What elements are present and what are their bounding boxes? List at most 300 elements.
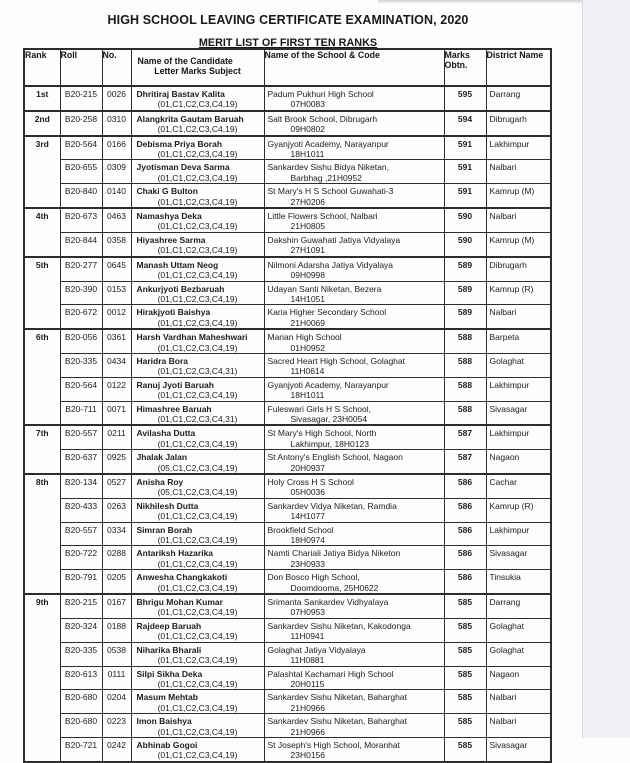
marks-cell: 591 (444, 136, 486, 160)
candidate-name: Imon Baishya (136, 716, 192, 727)
marks-cell: 591 (444, 160, 486, 184)
roll-cell: B20-277 (60, 257, 102, 281)
roll-cell: B20-557 (60, 522, 102, 546)
candidate-cell (131, 498, 264, 522)
no-cell: 0188 (102, 618, 131, 642)
candidate-name: Anwesha Changkakoti (136, 572, 228, 583)
school-code: 18H1011 (290, 390, 325, 401)
no-cell: 0223 (102, 714, 131, 738)
school-code: 09H0998 (290, 270, 326, 281)
candidate-cell (131, 208, 264, 232)
candidate-name: Ankurjyoti Bezbaruah (136, 283, 225, 294)
roll-cell: B20-324 (60, 618, 102, 642)
table-row (24, 594, 551, 618)
marks-cell: 589 (444, 305, 486, 329)
rank-cell: 3rd (24, 136, 60, 208)
roll-cell: B20-335 (60, 642, 102, 666)
merit-list-table (23, 48, 552, 763)
school-code: 23H0156 (290, 750, 326, 761)
roll-cell: B20-844 (60, 232, 102, 256)
candidate-cell (131, 111, 264, 136)
school-code: 23H0933 (290, 558, 326, 569)
school-cell (264, 642, 444, 666)
table-row (24, 546, 551, 570)
school-cell (264, 498, 444, 522)
column-header-district: District Name (486, 49, 551, 86)
school-cell (264, 257, 444, 281)
school-code: 18H0974 (290, 535, 326, 546)
district-cell: Golaghat (486, 642, 551, 666)
district-cell: Cachar (486, 474, 551, 498)
no-cell: 0434 (102, 353, 131, 377)
school-name: Sacred Heart High School, Golaghat (267, 355, 405, 366)
no-cell: 0166 (102, 136, 131, 160)
marks-cell: 594 (444, 111, 486, 136)
rank-cell: 9th (24, 594, 60, 762)
school-cell (264, 546, 444, 570)
school-cell (264, 208, 444, 232)
candidate-cell (131, 184, 264, 208)
school-code: 14H1077 (290, 511, 326, 522)
district-cell: Nalbari (486, 714, 551, 738)
letter-marks-subjects: (01,C1,C2,C3,C4,19) (157, 99, 238, 110)
no-cell: 0645 (102, 257, 131, 281)
no-cell: 0527 (102, 474, 131, 498)
candidate-name: Abhinab Gogoi (136, 739, 198, 750)
candidate-name: Jhalak Jalan (136, 452, 188, 463)
candidate-name: Himashree Baruah (136, 403, 212, 414)
no-cell: 0140 (102, 184, 131, 208)
candidate-name: Ranuj Jyoti Baruah (136, 379, 214, 390)
roll-cell: B20-791 (60, 570, 102, 594)
district-cell: Lakhimpur (486, 522, 551, 546)
letter-marks-subjects: (01,C1,C2,C3,C4,19) (157, 582, 238, 593)
school-code: 14H1051 (290, 293, 326, 304)
table-row (24, 474, 551, 498)
rank-cell: 6th (24, 329, 60, 425)
roll-cell: B20-335 (60, 353, 102, 377)
candidate-cell (131, 281, 264, 305)
column-header-marks-line1: Marks (444, 50, 470, 60)
candidate-cell (131, 714, 264, 738)
school-cell (264, 594, 444, 618)
candidate-cell (131, 618, 264, 642)
school-name: Dakshin Guwahati Jatiya Vidyalaya (267, 234, 401, 245)
letter-marks-subjects: (01,C1,C2,C3,C4,19) (157, 293, 238, 304)
no-cell: 0925 (102, 450, 131, 474)
candidate-name: Antariksh Hazarika (136, 548, 214, 559)
school-name: Namti Chariali Jatiya Bidya Niketon (267, 548, 401, 559)
table-row (24, 281, 551, 305)
candidate-cell (131, 642, 264, 666)
marks-cell: 585 (444, 594, 486, 618)
column-header-marks (444, 49, 486, 86)
table-row (24, 305, 551, 329)
marks-cell: 585 (444, 618, 486, 642)
table-row (24, 377, 551, 401)
roll-cell: B20-840 (60, 184, 102, 208)
table-row (24, 570, 551, 594)
no-cell: 0361 (102, 329, 131, 353)
district-cell: Nalbari (486, 305, 551, 329)
no-cell: 0334 (102, 522, 131, 546)
candidate-name: Simran Borah (136, 524, 193, 535)
district-cell: Darrang (486, 86, 551, 111)
candidate-cell (131, 305, 264, 329)
candidate-cell (131, 594, 264, 618)
table-row (24, 425, 551, 449)
no-cell: 0263 (102, 498, 131, 522)
school-name: Karia Higher Secondary School (267, 307, 387, 318)
marks-cell: 585 (444, 737, 486, 761)
letter-marks-subjects: (01,C1,C2,C3,C4,19) (157, 317, 238, 328)
letter-marks-subjects: (01,C1,C2,C3,C4,19) (157, 655, 238, 666)
marks-cell: 589 (444, 257, 486, 281)
candidate-cell (131, 425, 264, 449)
letter-marks-subjects: (01,C1,C2,C3,C4,19) (157, 221, 238, 232)
table-row (24, 450, 551, 474)
letter-marks-subjects: (01,C1,C2,C3,C4,31) (157, 413, 238, 424)
school-name: St Mary's H S School Guwahati-3 (267, 186, 394, 197)
letter-marks-subjects: (01,C1,C2,C3,C4,19) (157, 342, 238, 353)
table-row (24, 714, 551, 738)
school-code: Sivasagar, 23H0054 (290, 413, 368, 424)
district-cell: Lakhimpur (486, 425, 551, 449)
letter-marks-subjects: (01,C1,C2,C3,C4,19) (157, 438, 238, 449)
district-cell: Golaghat (486, 618, 551, 642)
letter-marks-subjects: (01,C1,C2,C3,C4,19) (157, 631, 238, 642)
no-cell: 0204 (102, 690, 131, 714)
school-code: 18H1011 (290, 149, 325, 160)
district-cell: Tinsukia (486, 570, 551, 594)
column-header-no: No. (102, 49, 131, 86)
table-row (24, 111, 551, 136)
roll-cell: B20-134 (60, 474, 102, 498)
school-name: Sankardev Sishu Niketan, Baharghat (267, 692, 407, 703)
school-cell (264, 329, 444, 353)
district-cell: Dibrugarh (486, 111, 551, 136)
table-row (24, 737, 551, 761)
school-cell (264, 522, 444, 546)
district-cell: Kamrup (R) (486, 498, 551, 522)
roll-cell: B20-390 (60, 281, 102, 305)
candidate-name: Rajdeep Baruah (136, 620, 202, 631)
school-cell (264, 425, 444, 449)
candidate-name: Harsh Vardhan Maheshwari (136, 332, 248, 343)
district-cell: Kamrup (M) (486, 232, 551, 256)
school-name: St Mary's High School, North (267, 428, 377, 439)
candidate-name: Avilasha Dutta (136, 428, 196, 439)
marks-cell: 591 (444, 184, 486, 208)
school-name: Salt Brook School, Dibrugarh (267, 113, 378, 124)
district-cell: Sivasagar (486, 401, 551, 425)
no-cell: 0463 (102, 208, 131, 232)
school-name: Padum Pukhuri High School (267, 89, 374, 99)
school-cell (264, 618, 444, 642)
letter-marks-subjects: (01,C1,C2,C3,C4,19) (157, 172, 238, 183)
candidate-name: Chaki G Bulton (136, 186, 198, 197)
no-cell: 0538 (102, 642, 131, 666)
candidate-name: Namashya Deka (136, 211, 202, 222)
school-cell (264, 111, 444, 136)
school-code: 21H0805 (290, 221, 326, 232)
school-cell (264, 714, 444, 738)
roll-cell: B20-711 (60, 401, 102, 425)
marks-cell: 587 (444, 425, 486, 449)
school-cell (264, 570, 444, 594)
roll-cell: B20-215 (60, 594, 102, 618)
no-cell: 0167 (102, 594, 131, 618)
school-code: 01H0952 (290, 342, 326, 353)
rank-cell: 4th (24, 208, 60, 257)
school-name: St Joseph's High School, Moranhat (267, 739, 401, 750)
roll-cell: B20-056 (60, 329, 102, 353)
district-cell: Nagaon (486, 666, 551, 690)
rank-cell: 2nd (24, 111, 60, 136)
school-name: Palashtal Kachamari High School (267, 668, 394, 679)
school-cell (264, 232, 444, 256)
school-cell (264, 377, 444, 401)
candidate-cell (131, 666, 264, 690)
table-row (24, 401, 551, 425)
school-cell (264, 737, 444, 761)
table-row (24, 257, 551, 281)
roll-cell: B20-655 (60, 160, 102, 184)
candidate-cell (131, 474, 264, 498)
letter-marks-subjects: (01,C1,C2,C3,C4,19) (157, 149, 238, 160)
candidate-cell (131, 136, 264, 160)
school-cell (264, 474, 444, 498)
school-name: Golaghat Jatiya Vidyalaya (267, 644, 366, 655)
roll-cell: B20-680 (60, 690, 102, 714)
roll-cell: B20-673 (60, 208, 102, 232)
column-header-roll: Roll (60, 49, 102, 86)
no-cell: 0111 (102, 666, 131, 690)
letter-marks-subjects: (01,C1,C2,C3,C4,19) (157, 535, 238, 546)
letter-marks-subjects: (01,C1,C2,C3,C4,19) (157, 245, 238, 256)
roll-cell: B20-722 (60, 546, 102, 570)
no-cell: 0358 (102, 232, 131, 256)
school-cell (264, 450, 444, 474)
school-name: Nilmoni Adarsha Jatiya Vidyalaya (267, 259, 394, 270)
no-cell: 0153 (102, 281, 131, 305)
candidate-name: Bhrigu Mohan Kumar (136, 597, 223, 608)
school-name: Sankardev Vidya Niketan, Ramdia (267, 500, 397, 511)
table-row (24, 353, 551, 377)
candidate-name: Hirakjyoti Baishya (136, 307, 211, 318)
school-code: 20H0115 (290, 678, 325, 689)
roll-cell: B20-564 (60, 136, 102, 160)
letter-marks-subjects: (05,C1,C2,C3,C4,19) (157, 487, 238, 498)
marks-cell: 588 (444, 401, 486, 425)
table-row (24, 160, 551, 184)
school-code: 27H1091 (290, 245, 326, 256)
candidate-cell (131, 86, 264, 111)
school-code: 27H0206 (290, 196, 326, 207)
rank-cell: 8th (24, 474, 60, 594)
no-cell: 0288 (102, 546, 131, 570)
rank-cell: 5th (24, 257, 60, 329)
table-row (24, 208, 551, 232)
school-name: Udayan Santi Niketan, Bezera (267, 283, 382, 294)
marks-cell: 586 (444, 546, 486, 570)
school-code: 11H0614 (290, 366, 325, 377)
district-cell: Lakhimpur (486, 377, 551, 401)
table-row (24, 86, 551, 111)
district-cell: Dibrugarh (486, 257, 551, 281)
marks-cell: 588 (444, 377, 486, 401)
column-header-name-line2: Letter Marks Subject (154, 66, 241, 77)
school-name: Marian High School (267, 332, 342, 343)
school-name: Sankardev Sishu Niketan, Kakodonga (267, 620, 411, 631)
candidate-name: Manash Uttam Neog (136, 259, 219, 270)
candidate-name: Silpi Sikha Deka (136, 668, 203, 679)
roll-cell: B20-564 (60, 377, 102, 401)
marks-cell: 586 (444, 498, 486, 522)
letter-marks-subjects: (01,C1,C2,C3,C4,19) (157, 196, 238, 207)
candidate-cell (131, 570, 264, 594)
table-row (24, 522, 551, 546)
table-row (24, 136, 551, 160)
no-cell: 0211 (102, 425, 131, 449)
marks-cell: 586 (444, 474, 486, 498)
page-subtitle-text: MERIT LIST OF FIRST TEN RANKS (198, 37, 378, 49)
letter-marks-subjects: (01,C1,C2,C3,C4,19) (157, 124, 238, 135)
district-cell: Barpeta (486, 329, 551, 353)
marks-cell: 586 (444, 522, 486, 546)
district-cell: Nagaon (486, 450, 551, 474)
school-name: Little Flowers School, Nalbari (267, 211, 378, 222)
column-header-name-line1: Name of the Candidate (137, 56, 233, 66)
candidate-name: Dhritiraj Bastav Kalita (136, 89, 225, 99)
school-code: 21H0966 (290, 702, 326, 713)
school-cell (264, 305, 444, 329)
school-cell (264, 184, 444, 208)
school-cell (264, 86, 444, 111)
school-name: St Antony's English School, Nagaon (267, 452, 403, 463)
marks-cell: 586 (444, 570, 486, 594)
school-name: Brookfield School (267, 524, 334, 535)
school-name: Gyanjyoti Academy, Narayanpur (267, 379, 389, 390)
letter-marks-subjects: (01,C1,C2,C3,C4,19) (157, 390, 238, 401)
school-code: Lakhimpur, 18H0123 (290, 438, 369, 449)
column-header-name (131, 49, 264, 86)
school-cell (264, 353, 444, 377)
column-header-rank: Rank (24, 49, 60, 86)
table-row (24, 184, 551, 208)
table-row (24, 642, 551, 666)
candidate-cell (131, 401, 264, 425)
page-title: HIGH SCHOOL LEAVING CERTIFICATE EXAMINATION, 2020 (107, 13, 469, 27)
marks-cell: 585 (444, 714, 486, 738)
letter-marks-subjects: (01,C1,C2,C3,C4,19) (157, 678, 238, 689)
school-name: Holy Cross H S School (267, 477, 354, 487)
candidate-name: Alangkrita Gautam Baruah (136, 113, 244, 124)
candidate-cell (131, 546, 264, 570)
district-cell: Kamrup (M) (486, 184, 551, 208)
school-cell (264, 666, 444, 690)
letter-marks-subjects: (01,C1,C2,C3,C4,19) (157, 702, 238, 713)
no-cell: 0205 (102, 570, 131, 594)
school-name: Fuleswari Girls H S School, (267, 403, 371, 414)
roll-cell: B20-721 (60, 737, 102, 761)
candidate-name: Haridra Bora (136, 355, 188, 366)
school-cell (264, 160, 444, 184)
marks-cell: 585 (444, 690, 486, 714)
viewer-background-strip (582, 0, 630, 738)
roll-cell: B20-637 (60, 450, 102, 474)
roll-cell: B20-557 (60, 425, 102, 449)
candidate-name: Debisma Priya Borah (136, 138, 223, 149)
candidate-cell (131, 522, 264, 546)
school-cell (264, 690, 444, 714)
marks-cell: 587 (444, 450, 486, 474)
table-header (24, 49, 551, 86)
table-row (24, 618, 551, 642)
roll-cell: B20-258 (60, 111, 102, 136)
school-code: 20H0937 (290, 462, 326, 473)
marks-cell: 590 (444, 232, 486, 256)
candidate-cell (131, 377, 264, 401)
school-code: 09H0802 (290, 124, 326, 135)
school-code: Barbhag ,21H0952 (290, 172, 362, 183)
marks-cell: 585 (444, 642, 486, 666)
candidate-cell (131, 160, 264, 184)
table-row (24, 232, 551, 256)
letter-marks-subjects: (01,C1,C2,C3,C4,19) (157, 511, 238, 522)
table-row (24, 498, 551, 522)
roll-cell: B20-433 (60, 498, 102, 522)
no-cell: 0026 (102, 86, 131, 111)
roll-cell: B20-215 (60, 86, 102, 111)
no-cell: 0071 (102, 401, 131, 425)
table-row (24, 666, 551, 690)
letter-marks-subjects: (01,C1,C2,C3,C4,19) (157, 270, 238, 281)
merit-table-body (24, 86, 551, 762)
candidate-cell (131, 329, 264, 353)
school-code: 11H0941 (290, 631, 325, 642)
district-cell: Kamrup (R) (486, 281, 551, 305)
candidate-cell (131, 737, 264, 761)
district-cell: Nalbari (486, 160, 551, 184)
school-code: 07H0953 (290, 607, 326, 618)
marks-cell: 595 (444, 86, 486, 111)
marks-cell: 585 (444, 666, 486, 690)
letter-marks-subjects: (01,C1,C2,C3,C4,19) (157, 607, 238, 618)
school-cell (264, 401, 444, 425)
district-cell: Sivasagar (486, 546, 551, 570)
school-code: Doomdooma, 25H0622 (290, 582, 379, 593)
candidate-name: Anisha Roy (136, 477, 184, 487)
school-code: 21H0069 (290, 317, 326, 328)
candidate-name: Niharika Bharali (136, 644, 202, 655)
no-cell: 0122 (102, 377, 131, 401)
district-cell: Darrang (486, 594, 551, 618)
district-cell: Sivasagar (486, 737, 551, 761)
candidate-cell (131, 232, 264, 256)
marks-cell: 588 (444, 329, 486, 353)
no-cell: 0242 (102, 737, 131, 761)
marks-cell: 590 (444, 208, 486, 232)
marks-cell: 589 (444, 281, 486, 305)
letter-marks-subjects: (05,C1,C2,C3,C4,19) (157, 462, 238, 473)
school-name: Don Bosco High School, (267, 572, 360, 583)
candidate-cell (131, 450, 264, 474)
roll-cell: B20-680 (60, 714, 102, 738)
rank-cell: 1st (24, 86, 60, 111)
candidate-cell (131, 257, 264, 281)
column-header-marks-line2: Obtn. (444, 60, 468, 71)
